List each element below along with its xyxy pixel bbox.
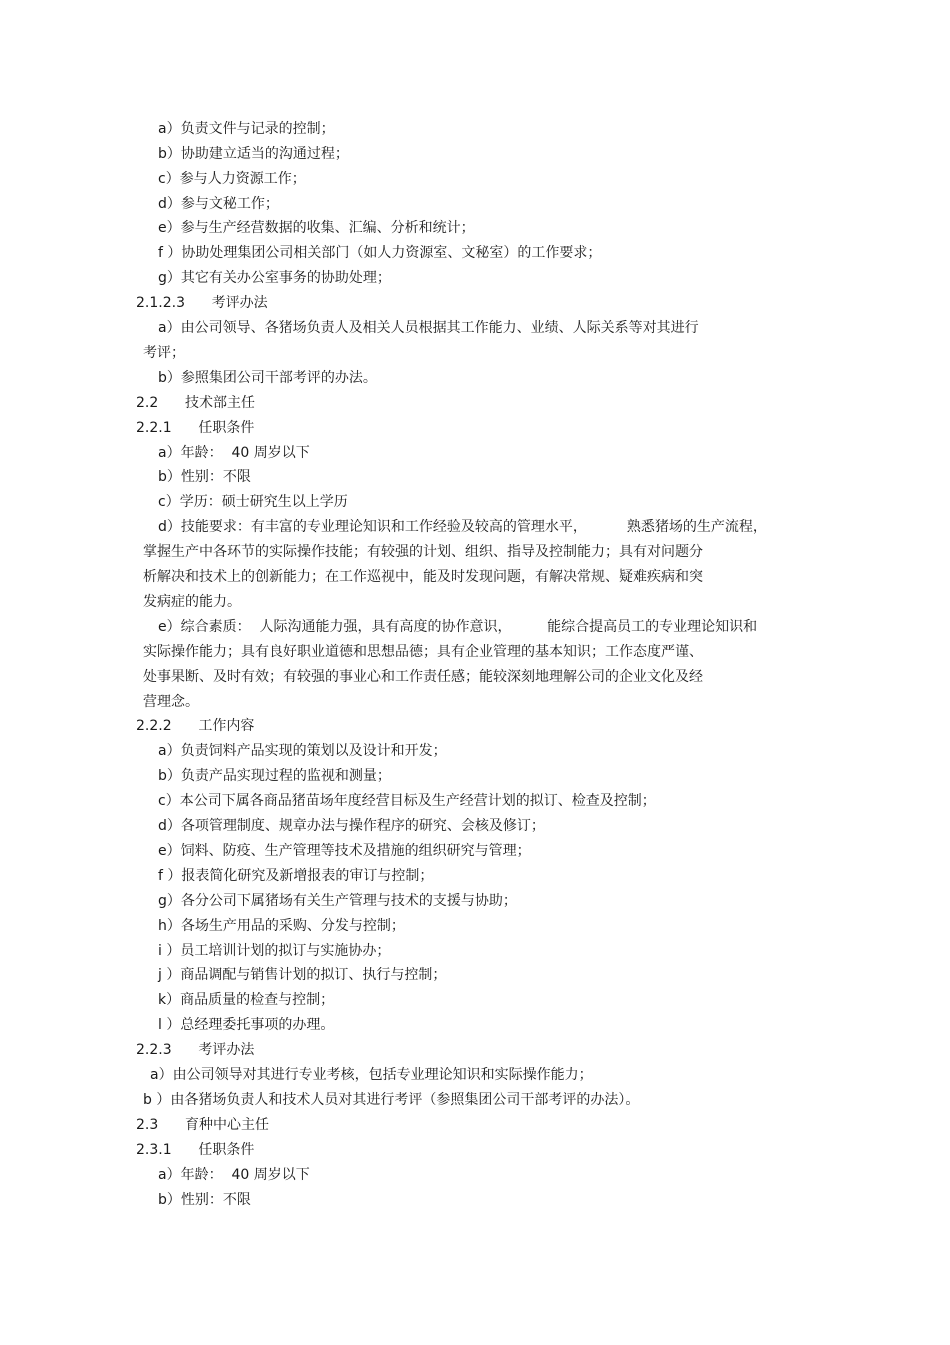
- list-item: a）年龄： 40 周岁以下: [158, 445, 310, 461]
- list-item: b）性别：不限: [158, 469, 251, 485]
- list-item: a）由公司领导对其进行专业考核，包括专业理论知识和实际操作能力；: [150, 1067, 593, 1083]
- list-item: a）年龄： 40 周岁以下: [158, 1167, 310, 1183]
- paragraph-line: e）综合素质： 人际沟通能力强，具有高度的协作意识， 能综合提高员工的专业理论知识和: [158, 619, 758, 635]
- list-item: b）负责产品实现过程的监视和测量；: [158, 768, 391, 784]
- list-item: l ）总经理委托事项的办理。: [158, 1017, 335, 1033]
- list-item: k）商品质量的检查与控制；: [158, 992, 335, 1008]
- section-heading: 2.2.2 工作内容: [136, 718, 255, 734]
- paragraph-line: 实际操作能力；具有良好职业道德和思想品德；具有企业管理的基本知识；工作态度严谨、: [143, 644, 703, 660]
- section-heading: 2.3 育种中心主任: [136, 1117, 269, 1133]
- list-item: e）饲料、防疫、生产管理等技术及措施的组织研究与管理；: [158, 843, 531, 859]
- list-item: c）本公司下属各商品猪苗场年度经营目标及生产经营计划的拟订、检查及控制；: [158, 793, 656, 809]
- paragraph-line: 营理念。: [143, 694, 199, 710]
- list-item: b）协助建立适当的沟通过程；: [158, 146, 349, 162]
- paragraph-line: 发病症的能力。: [143, 594, 241, 610]
- list-item: c）学历：硕士研究生以上学历: [158, 494, 348, 510]
- list-item: a）负责文件与记录的控制；: [158, 121, 335, 137]
- section-heading: 2.3.1 任职条件: [136, 1142, 255, 1158]
- list-item: f ）协助处理集团公司相关部门（如人力资源室、文秘室）的工作要求；: [158, 245, 602, 261]
- paragraph-line: 处事果断、及时有效；有较强的事业心和工作责任感；能较深刻地理解公司的企业文化及经: [143, 669, 703, 685]
- section-heading: 2.2 技术部主任: [136, 395, 255, 411]
- paragraph-line: 析解决和技术上的创新能力；在工作巡视中，能及时发现问题，有解决常规、疑难疾病和突: [143, 569, 703, 585]
- paragraph-line: d）技能要求：有丰富的专业理论知识和工作经验及较高的管理水平， 熟悉猪场的生产流程，: [158, 519, 767, 535]
- list-item: d）参与文秘工作；: [158, 196, 279, 212]
- paragraph-line: 掌握生产中各环节的实际操作技能；有较强的计划、组织、指导及控制能力；具有对问题分: [143, 544, 703, 560]
- list-item: h）各场生产用品的采购、分发与控制；: [158, 918, 405, 934]
- list-item: j ）商品调配与销售计划的拟订、执行与控制；: [158, 967, 447, 983]
- list-item: b）性别：不限: [158, 1192, 251, 1208]
- list-item: b）参照集团公司干部考评的办法。: [158, 370, 377, 386]
- list-item: f ）报表简化研究及新增报表的审订与控制；: [158, 868, 434, 884]
- paragraph-line: a）由公司领导、各猪场负责人及相关人员根据其工作能力、业绩、人际关系等对其进行: [158, 320, 699, 336]
- section-heading: 2.2.3 考评办法: [136, 1042, 255, 1058]
- list-item: b ）由各猪场负责人和技术人员对其进行考评（参照集团公司干部考评的办法）。: [143, 1092, 640, 1108]
- list-item: a）负责饲料产品实现的策划以及设计和开发；: [158, 743, 447, 759]
- section-heading: 2.2.1 任职条件: [136, 420, 255, 436]
- list-item: i ）员工培训计划的拟订与实施协办；: [158, 943, 391, 959]
- section-heading: 2.1.2.3 考评办法: [136, 295, 268, 311]
- list-item: c）参与人力资源工作；: [158, 171, 306, 187]
- list-item: g）各分公司下属猪场有关生产管理与技术的支援与协助；: [158, 893, 517, 909]
- paragraph-line: 考评；: [143, 345, 185, 361]
- list-item: g）其它有关办公室事务的协助处理；: [158, 270, 391, 286]
- list-item: e）参与生产经营数据的收集、汇编、分析和统计；: [158, 220, 475, 236]
- list-item: d）各项管理制度、规章办法与操作程序的研究、会核及修订；: [158, 818, 545, 834]
